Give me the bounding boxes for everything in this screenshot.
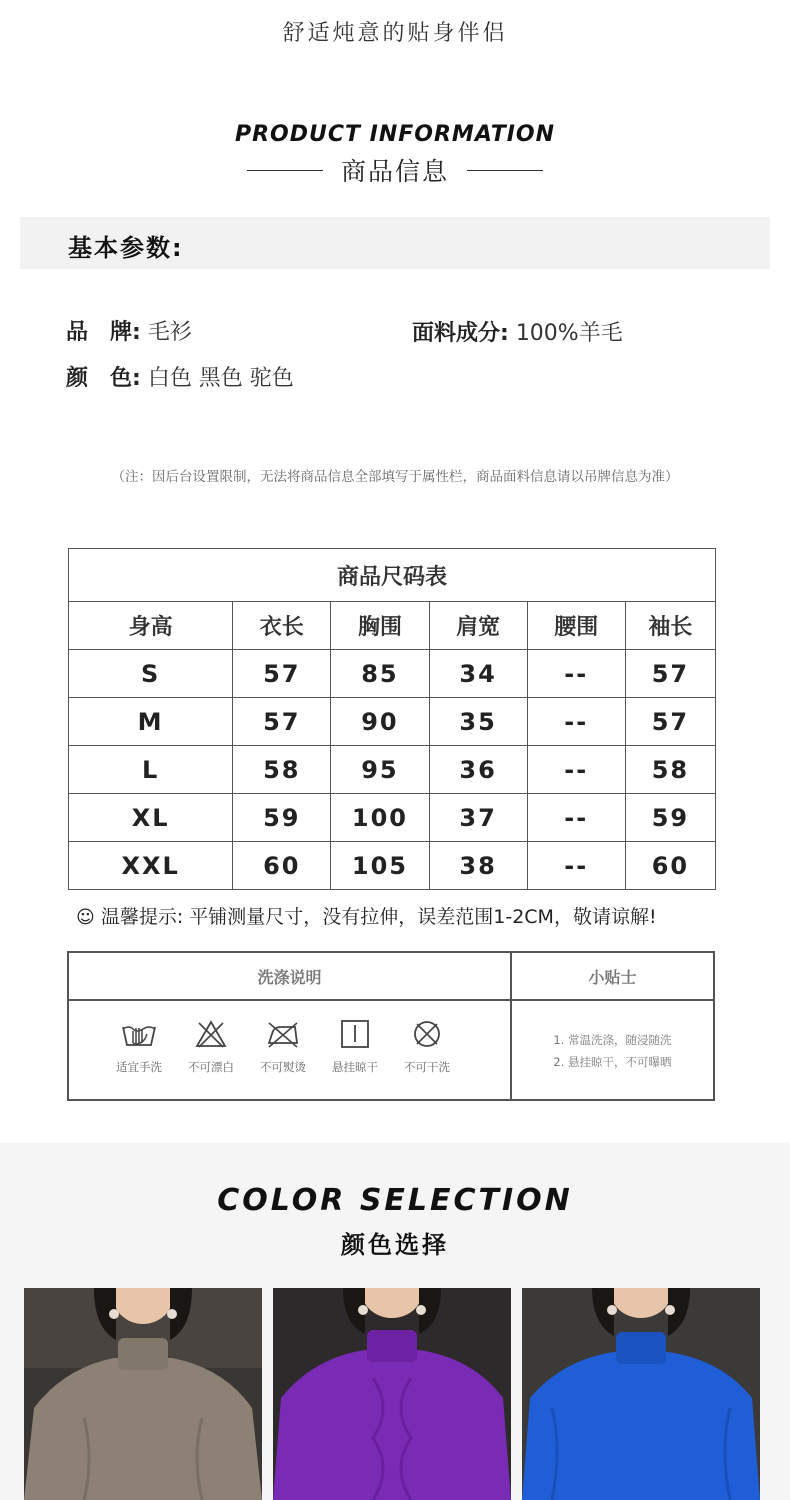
table-cell: 58 <box>233 746 331 794</box>
size-chart-table <box>68 548 716 890</box>
header-waist: 腰围 <box>527 602 625 650</box>
table-cell: XXL <box>69 842 233 890</box>
color-selection-title-zh: 颜色选择 <box>341 1231 449 1259</box>
table-cell: 36 <box>429 746 527 794</box>
table-row <box>69 842 716 890</box>
table-cell: 37 <box>429 794 527 842</box>
care-item <box>319 1019 391 1075</box>
brand-value: 毛衫 <box>147 320 192 345</box>
table-cell: 57 <box>625 698 715 746</box>
tips-title: 小贴士 <box>512 953 713 1001</box>
care-label: 适宜手洗 <box>116 1060 162 1074</box>
tagline: 舒适炖意的贴身伴侣 <box>282 21 508 46</box>
care-item <box>103 1019 175 1075</box>
care-label: 不可漂白 <box>188 1060 234 1074</box>
table-cell: -- <box>527 794 625 842</box>
header-length: 衣长 <box>233 602 331 650</box>
table-cell: 60 <box>625 842 715 890</box>
table-cell: 60 <box>233 842 331 890</box>
table-cell: 100 <box>331 794 429 842</box>
size-chart-caption: 商品尺码表 <box>69 549 716 602</box>
care-label: 不可熨烫 <box>260 1060 306 1074</box>
brand-param <box>66 315 192 346</box>
smile-icon: ☺ <box>76 907 95 928</box>
product-info-heading <box>0 152 790 188</box>
header-chest: 胸围 <box>331 602 429 650</box>
fabric-value: 100%羊毛 <box>515 321 623 346</box>
table-cell: 58 <box>625 746 715 794</box>
tip-item: 1. 常温洗涤，随浸随洗 <box>553 1033 672 1047</box>
wash-title: 洗涤说明 <box>69 953 510 1001</box>
care-item <box>391 1019 463 1075</box>
table-cell: 38 <box>429 842 527 890</box>
table-cell: 90 <box>331 698 429 746</box>
product-info-title-zh: 商品信息 <box>340 157 449 186</box>
color-value: 白色 黑色 驼色 <box>147 366 294 391</box>
table-cell: -- <box>527 842 625 890</box>
care-panel <box>67 951 715 1101</box>
fabric-label: 面料成分: <box>412 321 509 346</box>
header-height: 身高 <box>69 602 233 650</box>
table-cell: 35 <box>429 698 527 746</box>
product-info-title-en: PRODUCT INFORMATION <box>234 122 556 147</box>
color-photo-camel[interactable] <box>24 1288 262 1500</box>
color-photo-blue[interactable] <box>522 1288 760 1500</box>
basic-params-title: 基本参数: <box>68 234 184 262</box>
color-selection-title-en: COLOR SELECTION <box>217 1183 573 1218</box>
care-label: 不可干洗 <box>404 1060 450 1074</box>
table-cell: XL <box>69 794 233 842</box>
table-cell: -- <box>527 650 625 698</box>
table-cell: M <box>69 698 233 746</box>
header-sleeve: 袖长 <box>625 602 715 650</box>
table-cell: 95 <box>331 746 429 794</box>
care-label: 悬挂晾干 <box>332 1060 378 1074</box>
sweater-shape <box>273 1350 511 1500</box>
hand-wash-icon <box>121 1019 157 1049</box>
color-param <box>66 361 294 392</box>
color-photo-purple[interactable] <box>273 1288 511 1500</box>
table-row <box>69 698 716 746</box>
table-cell: S <box>69 650 233 698</box>
table-cell: 85 <box>331 650 429 698</box>
no-dry-clean-icon <box>409 1019 445 1049</box>
no-bleach-icon <box>193 1019 229 1049</box>
color-label: 颜 色: <box>66 366 141 391</box>
tips-panel <box>512 953 713 1099</box>
wash-instructions <box>69 953 512 1099</box>
table-cell: 59 <box>233 794 331 842</box>
table-cell: 34 <box>429 650 527 698</box>
table-cell: 57 <box>233 698 331 746</box>
care-item <box>175 1019 247 1075</box>
table-row <box>69 650 716 698</box>
table-cell: 105 <box>331 842 429 890</box>
table-cell: 57 <box>233 650 331 698</box>
divider-line-left <box>247 170 323 171</box>
divider-line-right <box>467 170 543 171</box>
hang-dry-icon <box>337 1019 373 1049</box>
table-row <box>69 794 716 842</box>
info-note: （注：因后台设置限制，无法将商品信息全部填写于属性栏，商品面料信息请以吊牌信息为准） <box>111 469 679 485</box>
table-cell: 57 <box>625 650 715 698</box>
brand-label: 品 牌: <box>66 320 141 345</box>
table-cell: 59 <box>625 794 715 842</box>
fabric-param <box>412 316 623 347</box>
no-iron-icon <box>265 1019 301 1049</box>
care-item <box>247 1019 319 1075</box>
sweater-shape <box>522 1352 760 1500</box>
table-cell: L <box>69 746 233 794</box>
table-cell: -- <box>527 746 625 794</box>
table-cell: -- <box>527 698 625 746</box>
table-row <box>69 746 716 794</box>
tip-item: 2. 悬挂晾干，不可曝晒 <box>553 1055 672 1069</box>
tip-text: 温馨提示: 平铺测量尺寸，没有拉伸，误差范围1-2CM，敬请谅解! <box>100 906 657 928</box>
header-shoulder: 肩宽 <box>429 602 527 650</box>
measurement-tip <box>76 902 657 929</box>
